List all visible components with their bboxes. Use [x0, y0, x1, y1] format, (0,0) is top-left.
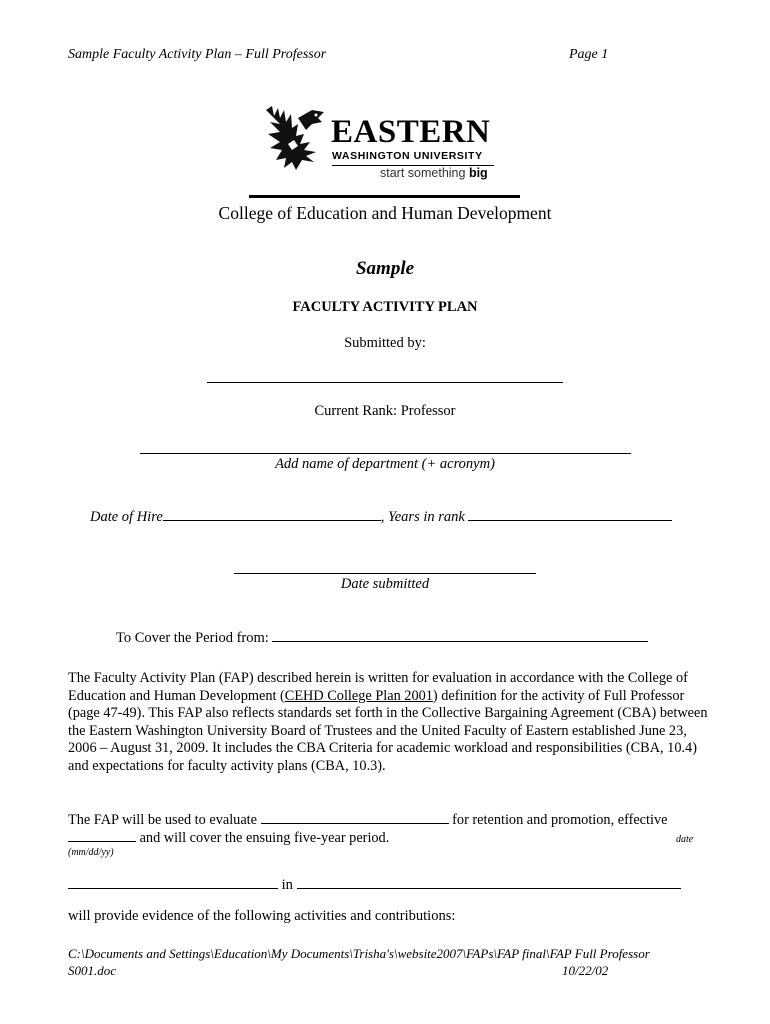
cover-period-field[interactable]	[272, 628, 648, 642]
logo-subtitle: WASHINGTON UNIVERSITY	[332, 150, 483, 162]
department-caption: Add name of department (+ acronym)	[275, 456, 495, 472]
paragraph1-text-a: The Faculty Activity Plan (FAP) described herein is written for evaluation in accordance with the College of Education and Human Development (	[68, 670, 688, 704]
footer-file: S001.doc	[68, 963, 117, 978]
title-rule	[249, 195, 520, 198]
evaluation-line-1	[68, 810, 708, 830]
logo-tagline	[380, 166, 488, 180]
cover-period-row	[116, 628, 648, 647]
department-field[interactable]	[297, 875, 681, 889]
footer-date: 10/22/02	[562, 963, 609, 978]
eagle-icon	[258, 104, 328, 176]
page-number: Page 1	[569, 47, 609, 62]
evaluation-line-2	[68, 828, 708, 848]
date-submitted-caption: Date submitted	[340, 576, 430, 592]
university-logo	[258, 100, 498, 190]
evaluatee-field[interactable]	[261, 810, 449, 824]
tagline-start: start something	[380, 166, 466, 180]
evidence-statement: will provide evidence of the following activities and contributions:	[68, 908, 456, 924]
header-title: Sample Faculty Activity Plan – Full Professor	[68, 47, 327, 62]
footer-path: C:\Documents and Settings\Education\My Documents\Trisha's\website2007\FAPs\FAP final\FAP Full Professor	[68, 946, 650, 961]
fap-description-paragraph	[68, 670, 708, 775]
years-in-rank-field[interactable]	[468, 507, 672, 521]
mmddyy-label: (mm/dd/yy)	[68, 847, 114, 858]
date-submitted-line[interactable]	[234, 573, 536, 574]
submitter-name-line[interactable]	[207, 382, 563, 383]
date-of-hire-field[interactable]	[163, 507, 381, 521]
paragraph1-text-b: ) definition for the activity of Full Professor (page 47-49). This FAP also reflects standards set forth in the Collective Bargaining Agreement (CBA) between the Eastern Washington University Board of Trustees and the United Faculty of Eastern established June 23, 2006 – August 31, 2009. It includes the CBA Criteria for academic workload and responsibilities (CBA, 10.4) and expectations for faculty activity plans (CBA, 10.3).	[68, 687, 708, 774]
five-year-text: and will cover the ensuing five-year period.	[139, 830, 390, 846]
date-label: date	[676, 834, 694, 845]
faculty-name-field[interactable]	[68, 875, 278, 889]
date-of-hire-label: Date of Hire	[90, 509, 163, 525]
cover-period-label: To Cover the Period from:	[116, 630, 269, 646]
document-title: FACULTY ACTIVITY PLAN	[292, 299, 478, 315]
hire-row	[90, 507, 672, 526]
department-line[interactable]	[140, 453, 631, 454]
retention-text: for retention and promotion, effective	[452, 812, 668, 828]
cehd-plan-link[interactable]: CEHD College Plan 2001	[284, 687, 433, 704]
years-in-rank-label: , Years in rank	[380, 509, 465, 525]
current-rank: Current Rank: Professor	[314, 403, 456, 419]
in-word: in	[281, 877, 293, 893]
college-name: College of Education and Human Development	[218, 203, 552, 223]
sample-heading: Sample	[355, 258, 415, 279]
evaluate-text: The FAP will be used to evaluate	[68, 812, 257, 828]
submitted-by-label: Submitted by:	[344, 335, 426, 351]
tagline-big: big	[468, 166, 488, 180]
logo-wordmark: EASTERN	[331, 114, 491, 150]
name-in-dept-row	[68, 875, 681, 894]
effective-date-field[interactable]	[68, 828, 136, 842]
